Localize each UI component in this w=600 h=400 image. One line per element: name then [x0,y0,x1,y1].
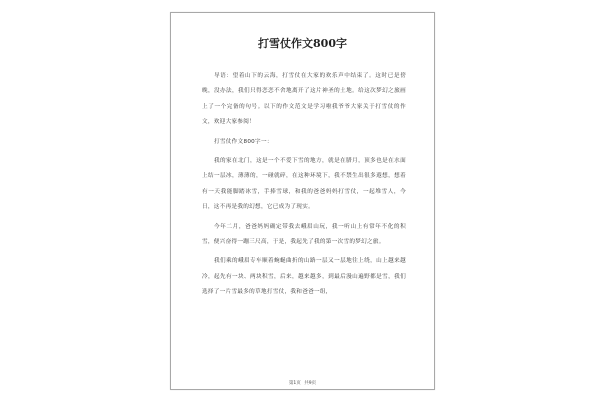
document-page [170,12,435,390]
paragraph-intro: 导语：望着山下的云海，打雪仗在大家的欢乐声中结束了。这时已是傍晚，没办法，我们只得恋恋不舍地离开了这片神圣的土地。给这次梦幻之旅画上了一个完备的句号。以下的作文范文是学习啦我爷爷大家关于打雪仗的作文，欢迎大家参阅！ [202,73,406,126]
paragraph-3: 我们乘的峨眉专车顺着蜿蜒曲折的山路一层又一层地往上绕，山上越来越冷，起先有一块、两块积雪，后来，越来越多，到最后漫山遍野都是雪，我们选择了一片雪最多的草地打雪仗，我和爸爸一组， [202,258,406,296]
paragraph-1: 我的家在北门，这是一个不爱下雪的地方，就是在腊月，顶多也是在水面上结一层冰，薄薄的，一碰就碎，在这种环境下，我不禁生出很多遐想，想着有一天我能脚踏冰雪，手捧雪球，和我的爸爸妈妈打雪仗，一起堆雪人，今日，这不再是我的幻想，它已成为了现实。 [202,158,406,211]
page-number: 第1页 [288,381,301,386]
paragraph-2: 今年二月，爸爸妈妈确定带我去峨眉山玩，我一听山上有常年不化的积雪，便兴奋得一蹦三尺高，于是，我起先了我的第一次雪的梦幻之旅。 [202,223,406,246]
section-heading: 打雪仗作文800字一： [214,138,273,145]
document-title: 打雪仗作文800字 [258,37,347,50]
page-total: 共9页 [304,381,317,386]
document-body [202,69,406,305]
page-footer [171,380,434,386]
